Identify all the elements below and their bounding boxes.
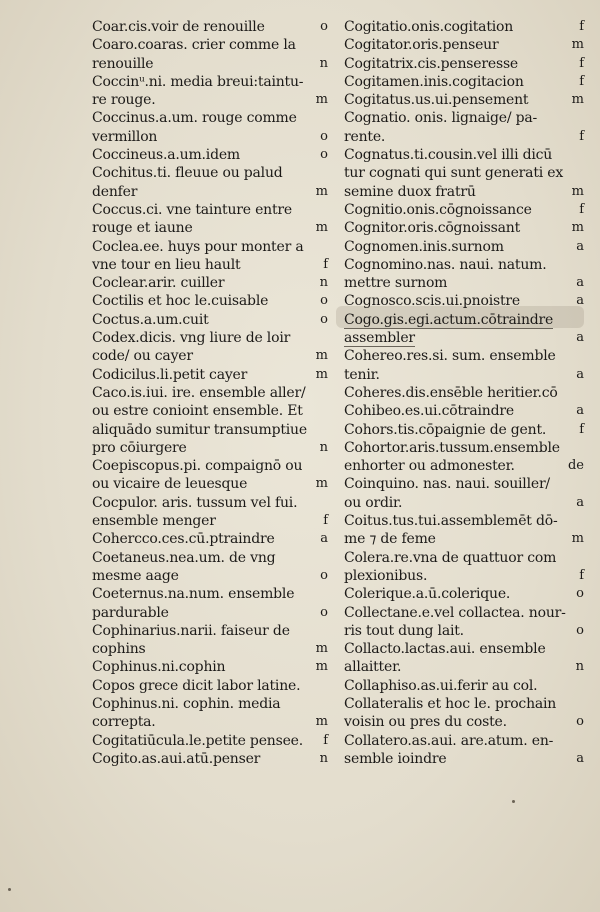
dictionary-line [92,695,328,713]
dictionary-line [92,622,328,640]
dictionary-line [344,457,584,475]
dictionary-line [92,567,328,585]
gender-mark: m [315,366,328,382]
entry-text: Coaro.coaras. crier comme la [92,37,296,54]
dictionary-line [344,109,584,127]
gender-mark [324,402,328,420]
dictionary-line [344,366,584,384]
dictionary-line [344,402,584,420]
dictionary-line [344,530,584,548]
entry-text: mettre surnom [344,275,448,292]
entry-text: Coctus.a.um.cuit [92,311,209,328]
gender-mark [580,640,584,658]
dictionary-line [92,238,328,256]
gender-mark [580,256,584,274]
gender-mark: a [576,403,584,419]
gender-mark: f [323,256,328,272]
left-column [92,18,328,768]
gender-mark: o [320,147,328,163]
entry-text: Coar.cis.voir de renouille [92,19,265,35]
dictionary-line [92,329,328,347]
entry-text: code/ ou cayer [92,348,193,365]
gender-mark: f [579,19,584,34]
dictionary-line [92,713,328,731]
dictionary-line [344,36,584,54]
gender-mark: f [579,73,584,89]
gender-mark: m [315,714,328,730]
entry-text: Coeternus.na.num. ensemble [92,586,295,603]
dictionary-line [344,274,584,292]
dictionary-line [344,18,584,36]
gender-mark: n [575,659,584,675]
entry-text: Cogitatiūcula.le.petite pensee. [92,732,303,749]
entry-text: aliquādo sumitur transumptiue [92,421,307,438]
gender-mark: a [576,275,584,291]
gender-mark: f [323,513,328,529]
entry-text: renouille [92,55,154,72]
entry-text: Codex.dicis. vng liure de loir [92,330,291,347]
dictionary-line [344,201,584,219]
dictionary-line [92,549,328,567]
paper-speck [8,888,11,891]
gender-mark: o [576,714,584,730]
entry-text: Cohors.tis.cōpaignie de gent. [344,421,547,438]
gender-mark: m [571,92,584,108]
gender-mark: m [315,183,328,199]
entry-text: Coclea.ee. huys pour monter a [92,238,304,255]
gender-mark [324,677,328,695]
entry-text: me ⁊ de feme [344,531,436,548]
entry-text: Copos grece dicit labor latine. [92,677,301,694]
dictionary-line [92,677,328,695]
entry-text: re rouge. [92,92,156,109]
entry-text: tur cognati qui sunt generati ex [344,165,564,182]
entry-text: correpta. [92,714,156,731]
dictionary-line [92,530,328,548]
dictionary-line [344,421,584,439]
entry-text: Codicilus.li.petit cayer [92,366,248,383]
entry-text: rouge et iaune [92,220,193,237]
entry-text: Cognatus.ti.cousin.vel illi dicū [344,147,553,164]
entry-text: voisin ou pres du coste. [344,714,507,731]
dictionary-line [92,256,328,274]
entry-text: Coitus.tus.tui.assemblemēt dō- [344,513,558,530]
entry-text: Cohercco.ces.cū.ptraindre [92,531,275,548]
dictionary-line [344,677,584,695]
gender-mark: m [315,476,328,492]
dictionary-line [344,567,584,585]
gender-mark: f [579,128,584,144]
gender-mark [324,36,328,54]
gender-mark [580,604,584,622]
entry-text: Cogito.as.aui.atū.penser [92,750,261,767]
gender-mark: a [576,494,584,510]
entry-text: mesme aage [92,567,179,584]
dictionary-line [92,494,328,512]
gender-mark: f [579,567,584,583]
dictionary-line [344,512,584,530]
gender-mark [324,164,328,182]
dictionary-line [344,91,584,109]
gender-mark: o [320,128,328,144]
dictionary-line [344,475,584,493]
gender-mark [324,384,328,402]
entry-text: denfer [92,183,138,200]
gender-mark: m [315,348,328,364]
entry-text: Cognomino.nas. naui. natum. [344,256,547,273]
dictionary-line [344,292,584,310]
dictionary-line [344,347,584,365]
dictionary-line [344,128,584,146]
gender-mark [324,201,328,219]
entry-text: pardurable [92,604,169,621]
entry-text: Cophinarius.narii. faiseur de [92,622,290,639]
entry-text: Coclear.arir. cuiller [92,275,225,292]
dictionary-line [344,658,584,676]
dictionary-line [92,183,328,201]
dictionary-line [344,219,584,237]
gender-mark: f [579,55,584,71]
entry-text: Cogitator.oris.penseur [344,37,499,54]
entry-text: Cognomen.inis.surnom [344,238,504,255]
gender-mark [324,109,328,127]
dictionary-line [344,695,584,713]
entry-text: Cogitamen.inis.cogitacion [344,73,524,90]
dictionary-line [92,109,328,127]
entry-text: Coccinᵘ.ni. media breui:taintu- [92,73,304,90]
entry-text: Collectane.e.vel collactea. nour- [344,604,566,621]
entry-text: Cohereo.res.si. sum. ensemble [344,348,556,365]
entry-text: Coinquino. nas. naui. souiller/ [344,476,550,493]
entry-text: Collacto.lactas.aui. ensemble [344,641,546,658]
gender-mark: m [571,183,584,199]
entry-text: rente. [344,128,386,145]
gender-mark: a [576,238,584,254]
dictionary-line [92,311,328,329]
entry-text: Coccinus.a.um. rouge comme [92,110,297,127]
dictionary-line [344,329,584,347]
gender-mark: a [576,293,584,309]
dictionary-line [344,311,584,329]
entry-text: cophins [92,641,146,658]
entry-text: Coccus.ci. vne tainture entre [92,201,292,218]
dictionary-line [92,73,328,91]
entry-text: pro cōiurgere [92,439,187,456]
gender-mark [580,164,584,182]
dictionary-line [344,73,584,91]
entry-text: semble ioindre [344,750,447,767]
dictionary-line [92,732,328,750]
gender-mark: o [320,293,328,309]
dictionary-line [344,238,584,256]
gender-mark: m [315,220,328,236]
entry-text: Cogo.gis.egi.actum.cōtraindre [344,311,554,328]
dictionary-line [344,439,584,457]
gender-mark [580,677,584,695]
gender-mark: n [319,439,328,455]
dictionary-line [92,512,328,530]
entry-text: ensemble menger [92,513,216,530]
dictionary-line [92,347,328,365]
dictionary-line [344,256,584,274]
gender-mark [324,457,328,475]
gender-mark [580,347,584,365]
gender-mark: f [579,421,584,437]
gender-mark [580,732,584,750]
gender-mark: o [576,622,584,638]
gender-mark [324,421,328,439]
dictionary-line [92,658,328,676]
dictionary-line [92,585,328,603]
dictionary-line [92,36,328,54]
dictionary-line [92,292,328,310]
gender-mark: f [579,201,584,217]
entry-text: plexionibus. [344,567,428,584]
dictionary-line [92,604,328,622]
right-column [344,18,584,768]
dictionary-line [92,384,328,402]
dictionary-line [92,219,328,237]
entry-text: ris tout dung lait. [344,622,464,639]
gender-mark: m [315,92,328,108]
paper-speck [512,800,515,803]
dictionary-line [92,274,328,292]
dictionary-line [344,732,584,750]
dictionary-line [92,18,328,36]
entry-text: semine duox fratrū [344,183,476,200]
gender-mark [324,494,328,512]
gender-mark: m [315,659,328,675]
entry-text: Colera.re.vna de quattuor com [344,549,557,566]
dictionary-line [344,604,584,622]
entry-text: Collaphiso.as.ui.ferir au col. [344,677,538,694]
entry-text: Colerique.a.ū.colerique. [344,586,511,603]
entry-text: Collatero.as.aui. are.atum. en- [344,732,554,749]
gender-mark: a [576,750,584,766]
entry-text: Coccineus.a.um.idem [92,147,240,164]
entry-text: Coctilis et hoc le.cuisable [92,293,269,310]
entry-text: vermillon [92,128,158,145]
dictionary-line [344,183,584,201]
gender-mark [324,585,328,603]
dictionary-line [92,366,328,384]
gender-mark: a [576,366,584,382]
gender-mark: n [319,275,328,291]
entry-text: enhorter ou admonester. [344,458,515,475]
gender-mark [580,512,584,530]
entry-text: allaitter. [344,659,402,676]
dictionary-line [92,91,328,109]
dictionary-line [92,128,328,146]
entry-text: Cogitatus.us.ui.pensement [344,92,529,109]
dictionary-line [344,640,584,658]
dictionary-line [92,164,328,182]
entry-text: Cohortor.aris.tussum.ensemble [344,439,560,456]
entry-text: ou vicaire de leuesque [92,476,248,493]
gender-mark: o [576,586,584,602]
gender-mark: a [320,531,328,547]
entry-text: Cocpulor. aris. tussum vel fui. [92,494,298,511]
dictionary-line [344,622,584,640]
gender-mark [580,695,584,713]
entry-text: Cochitus.ti. fleuue ou palud [92,165,283,182]
gender-mark: o [320,567,328,583]
dictionary-line [92,439,328,457]
dictionary-line [344,713,584,731]
entry-text: Cognosco.scis.ui.pnoistre [344,293,520,310]
dictionary-line [92,402,328,420]
entry-text: Cogitatrix.cis.penseresse [344,55,519,72]
gender-mark [324,695,328,713]
gender-mark [580,384,584,402]
entry-text: Coheres.dis.ensēble heritier.cō [344,384,558,401]
dictionary-line [92,201,328,219]
dictionary-line [92,475,328,493]
dictionary-line [92,457,328,475]
entry-text: assembler [344,330,415,347]
gender-mark: m [571,220,584,236]
gender-mark: f [323,732,328,748]
gender-mark [580,549,584,567]
dictionary-line [92,421,328,439]
dictionary-line [92,146,328,164]
gender-mark: n [319,750,328,766]
dictionary-line [344,55,584,73]
dictionary-line [344,750,584,768]
dictionary-line [92,750,328,768]
gender-mark: de [567,458,584,474]
gender-mark [324,329,328,347]
entry-text: ou ordir. [344,494,403,511]
gender-mark [324,73,328,91]
gender-mark: a [576,330,584,346]
gender-mark [580,439,584,457]
entry-text: Coepiscopus.pi. compaignō ou [92,458,303,475]
dictionary-line [344,585,584,603]
entry-text: Cognitio.onis.cōgnoissance [344,201,532,218]
gender-mark: m [571,37,584,53]
gender-mark: m [315,641,328,657]
entry-text: Cohibeo.es.ui.cōtraindre [344,403,514,420]
entry-text: Cogitatio.onis.cogitation [344,19,514,35]
entry-text: tenir. [344,366,380,383]
dictionary-line [344,384,584,402]
gender-mark [580,109,584,127]
gender-mark: o [320,19,328,34]
dictionary-line [344,164,584,182]
entry-text: vne tour en lieu hault [92,256,241,273]
gender-mark [324,622,328,640]
dictionary-line [92,55,328,73]
gender-mark [324,238,328,256]
gender-mark [580,311,584,329]
entry-text: Cophinus.ni. cophin. media [92,695,281,712]
entry-text: Cophinus.ni.cophin [92,659,226,676]
dictionary-line [92,640,328,658]
gender-mark: n [319,55,328,71]
entry-text: Coetaneus.nea.um. de vng [92,549,276,566]
entry-text: Cognitor.oris.cōgnoissant [344,220,521,237]
gender-mark [580,146,584,164]
gender-mark [324,549,328,567]
gender-mark [580,475,584,493]
entry-text: ou estre conioint ensemble. Et [92,403,303,420]
entry-text: Caco.is.iui. ire. ensemble aller/ [92,384,306,401]
dictionary-line [344,494,584,512]
gender-mark: o [320,604,328,620]
dictionary-line [344,549,584,567]
entry-text: Cognatio. onis. lignaige/ pa- [344,110,538,127]
gender-mark: m [571,531,584,547]
dictionary-line [344,146,584,164]
entry-text: Collateralis et hoc le. prochain [344,695,557,712]
gender-mark: o [320,311,328,327]
